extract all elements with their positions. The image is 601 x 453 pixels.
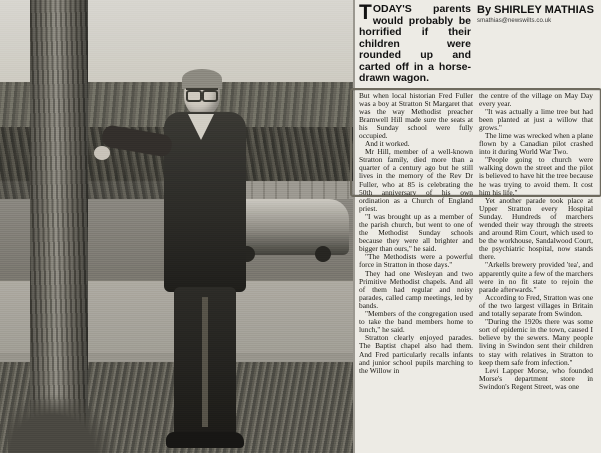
paragraph: "Members of the congregation used to take the band members home to lunch," he said. [359,309,473,335]
paragraph: "During the 1920s there was some sort of epidemic in the town, caused I believe by the sewers. Many people living in Swindon sent their children to stay with relatives in Stratton to keep them safe from infection." [479,317,593,367]
article-headline [359,1,471,85]
paragraph: Yet another parade took place at Upper Stratton every Hospital Sunday. Hundreds of marchers wended their way through the streets and around Rim Court, which used to be the workhouse, Sandalwood Court, the psychiatric hospital, now stands there. [479,195,593,262]
paragraph: "Arkells brewery provided 'tea', and apparently quite a few of the marchers were in no fit state to rejoin the parade afterwards." [479,260,593,294]
headline-dropcap: T [359,1,372,24]
paragraph: Stratton clearly enjoyed parades. The Baptist chapel also had them. And Fred particularly recalls infants and junior school pupils marching to the Willow in [359,333,473,375]
paragraph: Levi Lapper Morse, who founded Morse's department store in Swindon's Regent Street, was one [479,365,593,391]
article-text-area [355,0,601,453]
paragraph: And it worked. [365,139,410,149]
paragraph: "I was brought up as a member of the parish church, but went to one of the Methodist Sunday schools because they were all brighter and bigger than ours," he said. [359,211,473,254]
paragraph: They had one Wesleyan and two Primitive Methodist chapels. And all of them had regular and noisy parades, called camp meetings, led by bands. [359,268,473,310]
byline-email: smathias@newswilts.co.uk [477,18,552,24]
article-byline: By SHIRLEY MATHIAS [477,4,594,16]
paragraph: "People going to church were walking down the street and the pilot is believed to have hit the tree because he was trying to avoid them. It cost him his life." [479,155,593,197]
headline-text: ODAY'S parents would probably be horrified if their children were rounded up and carted off in a horse-drawn wagon. [359,3,471,84]
paragraph: "The Methodists were a powerful force in Stratton in those days." [359,252,473,270]
article-column-1 [359,92,473,453]
paragraph: Mr Hill, member of a well-known Stratton family, died more than a quarter of a century ago but he still lives in the memory of the Rev Dr Fuller, who at 85 is celebrating the 50th anniversary of his own ordination as a Church of England priest. [359,147,473,213]
paragraph: The lime was wrecked when a plane flown by a Canadian pilot crashed into it during World War Two. [479,130,593,157]
article-column-2 [479,92,593,453]
article-columns [359,92,597,453]
paragraph: According to Fred, Stratton was one of the two largest villages in Britain and totally separate from Swindon. [479,292,593,319]
paragraph: But when local historian Fred Fuller was a boy at Stratton St Margaret that was the way Methodist preacher Bramwell Hill made sure the seats at his Sunday school were fully occupied. [359,90,473,140]
headline-row [359,1,597,89]
paragraph: the centre of the village on May Day every year. [479,90,593,108]
byline-block [477,4,597,85]
paragraph: "It was actually a lime tree but had been planted at just a willow that grows." [479,106,593,132]
